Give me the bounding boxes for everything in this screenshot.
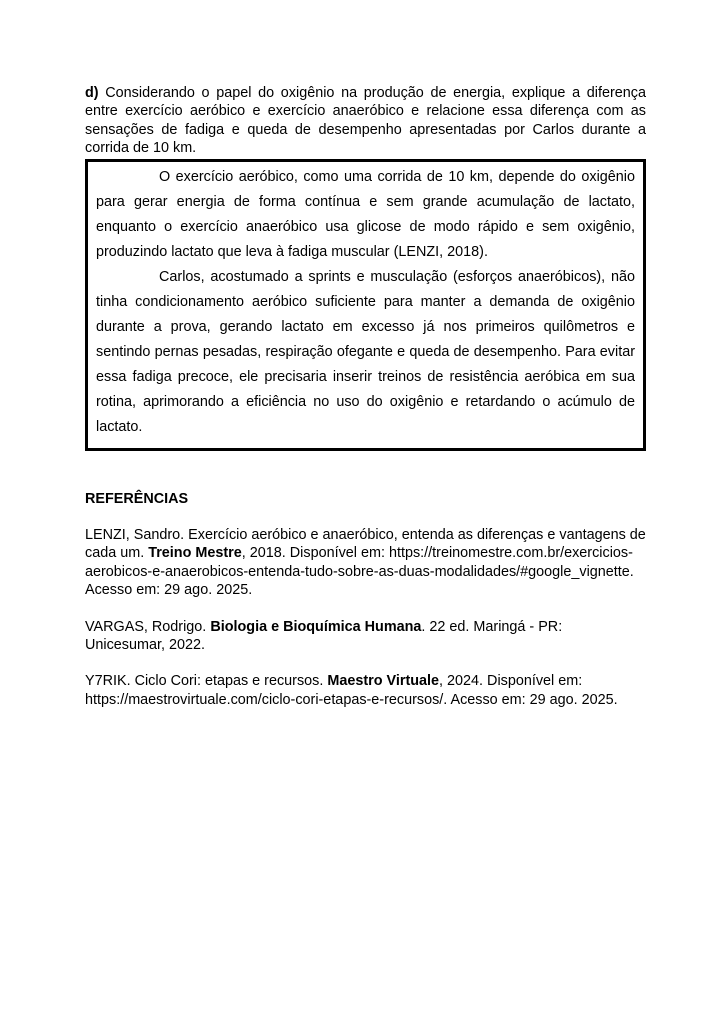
references-heading: REFERÊNCIAS [85,490,189,507]
reference-item-vargas: VARGAS, Rodrigo. Biologia e Bioquímica Humana. 22 ed. Maringá - PR: Unicesumar, 2022. [85,618,563,654]
reference-item-lenzi: LENZI, Sandro. Exercício aeróbico e anaeróbico, entenda as diferenças e vantagens de cada um. Treino Mestre, 2018. Disponível em: https://treinomestre.com.br/exercicios-aerobicos-e-anaerobicos-entenda-tudo-sobre-as-duas-modalidades/#google_vignette. Acesso em: 29 ago. 2025. [85,527,646,599]
question-d-paragraph [85,84,646,158]
question-label: d) [85,85,99,101]
question-text: Considerando o papel do oxigênio na produção de energia, explique a diferença entre exercício aeróbico e exercício anaeróbico e relacione essa diferença com as sensações de fadiga e queda de desempenho apresentadas por Carlos durante a corrida de 10 km. [85,85,646,157]
answer-box [85,159,646,451]
answer-paragraph: Carlos, acostumado a sprints e musculação (esforços anaeróbicos), não tinha condicionamento aeróbico suficiente para manter a demanda de oxigênio durante a prova, gerando lactato em excesso já nos primeiros quilômetros e sentindo pernas pesadas, respiração ofegante e queda de desempenho. Para evitar essa fadiga precoce, ele precisaria inserir treinos de resistência aeróbica em sua rotina, aprimorando a eficiência no uso do oxigênio e retardando o acúmulo de lactato. [96,268,635,435]
answer-paragraph: O exercício aeróbico, como uma corrida de 10 km, depende do oxigênio para gerar energia de forma contínua e sem grande acumulação de lactato, enquanto o exercício anaeróbico usa glicose de modo rápido e sem oxigênio, produzindo lactato que leva à fadiga muscular (LENZI, 2018). [96,168,635,260]
reference-item-y7rik: Y7RIK. Ciclo Cori: etapas e recursos. Maestro Virtuale, 2024. Disponível em: https://maestrovirtuale.com/ciclo-cori-etapas-e-recursos/. Acesso em: 29 ago. 2025. [85,673,618,708]
page-content [85,84,646,709]
